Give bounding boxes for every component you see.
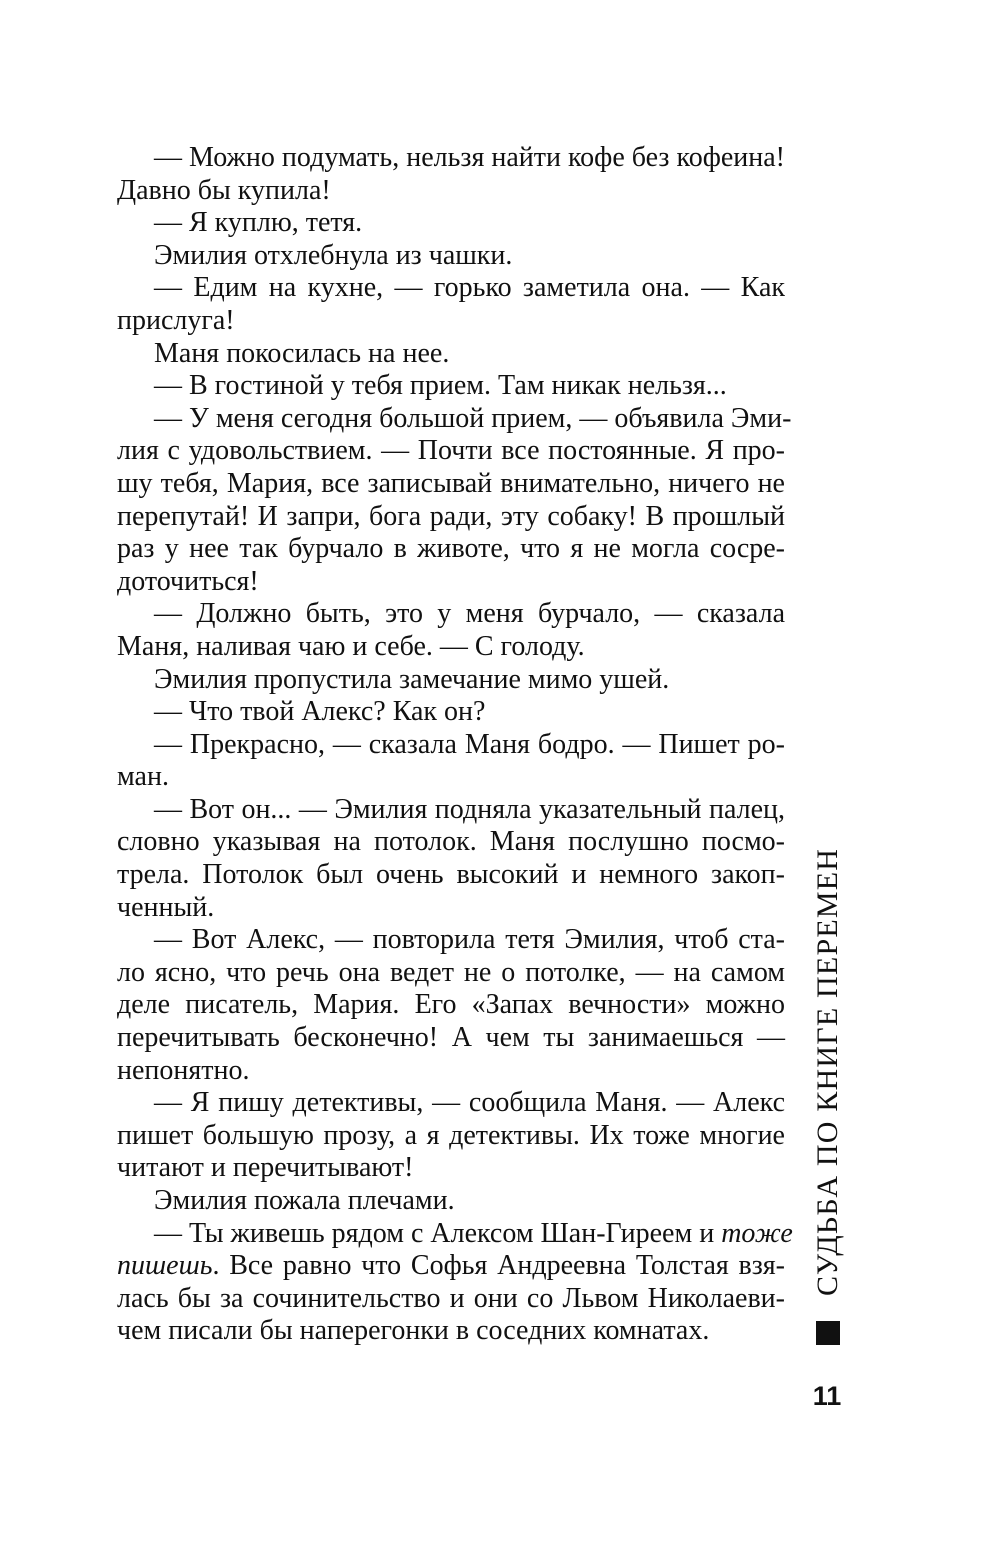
- text-line: Эмилия отхлебнула из чашки.: [154, 239, 513, 271]
- page-number: 11: [812, 1381, 842, 1411]
- square-marker-icon: [816, 1321, 840, 1345]
- text-line: Давно бы купила!: [117, 174, 331, 206]
- text-line: Эмилия пожала плечами.: [154, 1185, 455, 1216]
- text-line: — Я куплю, тетя.: [154, 207, 363, 239]
- text-line: словно указывая на потолок. Маня послушно посмо-: [117, 826, 785, 858]
- text-line: Эмилия пропустила замечание мимо ушей.: [154, 663, 670, 695]
- text-line: — Вот он... — Эмилия подняла указательный палец,: [154, 793, 785, 825]
- text-line: — Можно подумать, нельзя найти кофе без кофеина!: [154, 142, 785, 173]
- italic-run: пишешь: [117, 1250, 213, 1282]
- text-line: чем писали бы наперегонки в соседних комнатах.: [117, 1315, 710, 1347]
- text-run: . Все равно что Софья Андреевна Толстая взя-: [212, 1250, 785, 1282]
- text-line: перечитывать бесконечно! А чем ты занимаешься —: [117, 1022, 785, 1054]
- text-line: ченный.: [117, 891, 215, 923]
- text-line: — Прекрасно, — сказала Маня бодро. — Пишет ро-: [154, 728, 785, 760]
- text-line: непонятно.: [117, 1054, 250, 1086]
- text-line: лия с удовольствием. — Почти все постоянные. Я про-: [117, 435, 785, 467]
- text-line: пишет большую прозу, а я детективы. Их тоже многие: [117, 1119, 785, 1151]
- text-line: доточиться!: [117, 565, 259, 597]
- text-line: Маня, наливая чаю и себе. — С голоду.: [117, 630, 585, 662]
- text-line: — Что твой Алекс? Как он?: [154, 696, 486, 728]
- text-line: — У меня сегодня большой прием, — объявила Эми-: [154, 402, 792, 434]
- text-line: перепутай! И запри, бога ради, эту собаку! В прошлый: [117, 500, 785, 532]
- text-line: раз у нее так бурчало в животе, что я не могла сосре-: [117, 533, 785, 565]
- text-line: Маня покосилась на нее.: [154, 337, 450, 369]
- text-line: — Должно быть, это у меня бурчало, — сказала: [154, 598, 785, 630]
- text-run: — Ты живешь рядом с Алексом Шан-Гиреем и: [154, 1217, 715, 1249]
- text-line-with-italic: [117, 1250, 785, 1283]
- text-line: трела. Потолок был очень высокий и немного закоп-: [117, 859, 785, 891]
- text-line: деле писатель, Мария. Его «Запах вечности» можно: [117, 989, 785, 1021]
- text-line: — Я пишу детективы, — сообщила Маня. — Алекс: [154, 1087, 785, 1119]
- text-line: шу тебя, Мария, все записывай внимательно, ничего не: [117, 467, 785, 499]
- italic-run: тоже: [721, 1217, 793, 1249]
- text-line: — Едим на кухне, — горько заметила она. — Как: [154, 272, 785, 304]
- text-line: — Вот Алекс, — повторила тетя Эмилия, чтоб ста-: [154, 924, 785, 956]
- page-body-text: [117, 142, 793, 1348]
- text-line: прислуга!: [117, 304, 235, 336]
- running-title: СУДЬБА ПО КНИГЕ ПЕРЕМЕН: [811, 847, 844, 1296]
- text-line: — В гостиной у тебя прием. Там никак нельзя...: [154, 370, 727, 402]
- text-line-with-italic: [117, 1217, 793, 1251]
- text-line: читают и перечитывают!: [117, 1152, 414, 1184]
- text-line: ман.: [117, 761, 169, 793]
- text-line: ло ясно, что речь она ведет не о потолке, — на самом: [117, 956, 785, 988]
- text-line: лась бы за сочинительство и они со Львом Николаеви-: [117, 1282, 785, 1314]
